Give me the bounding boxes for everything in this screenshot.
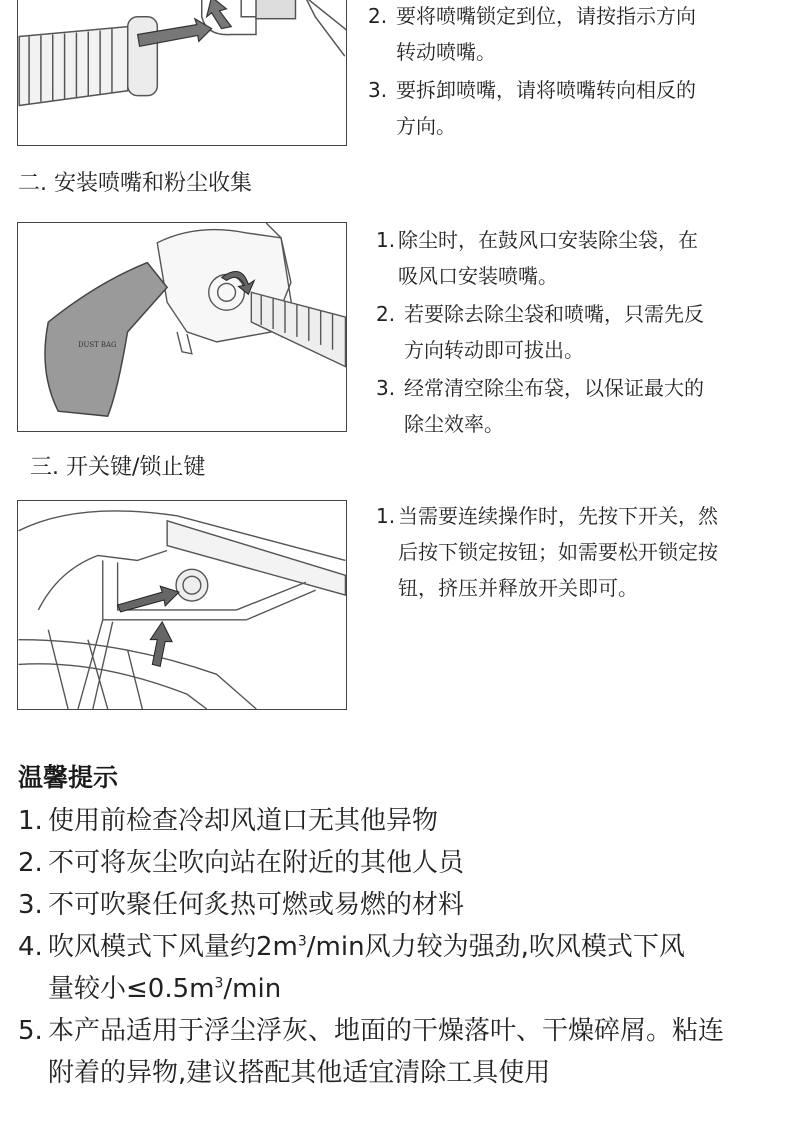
- tips-title: 温馨提示: [18, 763, 119, 792]
- step-number: 3.: [368, 78, 388, 102]
- section2-step-1: [376, 222, 786, 294]
- dust-bag-illustration: [18, 223, 346, 431]
- tip-number: 4.: [18, 932, 43, 962]
- section3-step-1: [376, 498, 786, 606]
- nozzle-lock-illustration: [18, 0, 346, 145]
- section1-steps: [368, 0, 778, 144]
- section2-heading: 二. 安装喷嘴和粉尘收集: [18, 171, 252, 196]
- step-line: 钮，挤压并释放开关即可。: [398, 576, 638, 600]
- dust-bag-shape: [45, 263, 167, 417]
- section3-heading: 三. 开关键/锁止键: [30, 455, 206, 480]
- step-line: 吸风口安装喷嘴。: [398, 264, 558, 288]
- tip-text-part: 量较小≤0.5m: [48, 974, 215, 1004]
- step-line: 经常清空除尘布袋，以保证最大的: [404, 376, 704, 400]
- step-line: 转动喷嘴。: [396, 40, 496, 64]
- section3-steps: [376, 498, 786, 606]
- tip-number: 5.: [18, 1016, 43, 1046]
- step-number: 2.: [368, 4, 388, 28]
- figure-switch-lock: [17, 500, 347, 710]
- tip-item-4: [18, 926, 788, 1010]
- tip-text-line-2: [48, 968, 788, 1010]
- figure-dust-bag: [17, 222, 347, 432]
- tip-text-line-1: [48, 926, 788, 968]
- step-line: 要拆卸喷嘴，请将喷嘴转向相反的: [396, 78, 696, 102]
- step-number: 1.: [376, 504, 396, 528]
- section2-step-2: [376, 296, 786, 368]
- tip-text: 不可将灰尘吹向站在附近的其他人员: [48, 848, 465, 878]
- section2-steps: [376, 222, 786, 442]
- step-number: 3.: [376, 376, 396, 400]
- tip-number: 3.: [18, 890, 43, 920]
- tips-list: [18, 800, 788, 1094]
- step-line: 方向。: [396, 114, 456, 138]
- section1-step-3: [368, 72, 778, 144]
- step-line: 后按下锁定按钮；如需要松开锁定按: [398, 540, 718, 564]
- superscript: 3: [297, 933, 307, 950]
- tip-item-2: [18, 842, 788, 884]
- tip-text-line-1: 本产品适用于浮尘浮灰、地面的干燥落叶、干燥碎屑。粘连: [48, 1016, 725, 1046]
- tip-number: 1.: [18, 806, 43, 836]
- superscript: 3: [214, 975, 224, 992]
- section1-step-2: [368, 0, 778, 70]
- figure-nozzle-lock: [17, 0, 347, 146]
- step-line: 除尘效率。: [404, 412, 504, 436]
- step-number: 2.: [376, 302, 396, 326]
- step-line: 当需要连续操作时，先按下开关，然: [398, 504, 718, 528]
- section2-step-3: [376, 370, 786, 442]
- tip-text-part: 吹风模式下风量约2m: [48, 932, 298, 962]
- step-line: 若要除去除尘袋和喷嘴，只需先反: [404, 302, 704, 326]
- switch-lock-illustration: [18, 501, 346, 709]
- dust-bag-label: DUST BAG: [78, 340, 117, 349]
- step-number: 1.: [376, 228, 396, 252]
- tip-item-5: [18, 1010, 788, 1094]
- tip-text-line-2: 附着的异物,建议搭配其他适宜清除工具使用: [48, 1058, 551, 1088]
- tip-number: 2.: [18, 848, 43, 878]
- step-line: 要将喷嘴锁定到位，请按指示方向: [396, 4, 696, 28]
- tip-text: 不可吹聚任何炙热可燃或易燃的材料: [48, 890, 465, 920]
- step-line: 除尘时，在鼓风口安装除尘袋，在: [398, 228, 698, 252]
- tip-item-1: [18, 800, 788, 842]
- tip-text-part: /min: [223, 974, 282, 1004]
- step-line: 方向转动即可拔出。: [404, 338, 584, 362]
- tip-item-3: [18, 884, 788, 926]
- tip-text-part: /min风力较为强劲,吹风模式下风: [306, 932, 685, 962]
- tip-text: 使用前检查冷却风道口无其他异物: [48, 806, 439, 836]
